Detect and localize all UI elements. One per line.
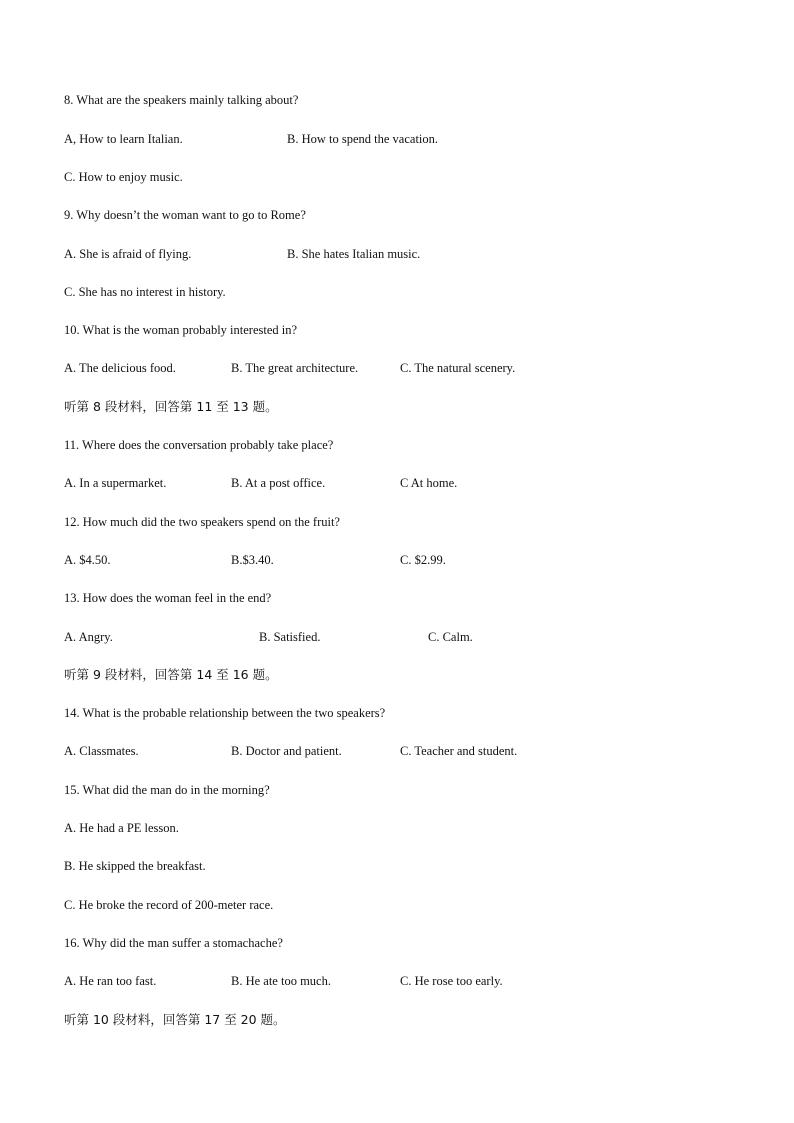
q15-option-b: B. He skipped the breakfast. [64,859,206,873]
q12-option-a: A. $4.50. [64,553,111,567]
q8-option-a: A, How to learn Italian. [64,132,183,146]
section-heading-8: 听第 8 段材料，回答第 11 至 13 题。 [64,399,278,414]
section-heading-10: 听第 10 段材料，回答第 17 至 20 题。 [64,1012,286,1027]
question-16: 16. Why did the man suffer a stomachache? [64,936,283,950]
question-8: 8. What are the speakers mainly talking about? [64,93,299,107]
q14-option-a: A. Classmates. [64,744,139,758]
q14-option-b: B. Doctor and patient. [231,744,342,758]
q11-option-b: B. At a post office. [231,476,326,490]
question-14: 14. What is the probable relationship between the two speakers? [64,706,386,720]
q9-option-c: C. She has no interest in history. [64,285,226,299]
q9-option-b: B. She hates Italian music. [287,247,421,261]
q10-option-a: A. The delicious food. [64,361,176,375]
question-10: 10. What is the woman probably interested in? [64,323,298,337]
question-15: 15. What did the man do in the morning? [64,783,270,797]
q14-option-c: C. Teacher and student. [400,744,518,758]
q11-option-a: A. In a supermarket. [64,476,167,490]
q11-option-c: C At home. [400,476,458,490]
q10-option-b: B. The great architecture. [231,361,359,375]
q13-option-c: C. Calm. [428,630,473,644]
q13-option-b: B. Satisfied. [259,630,321,644]
q16-option-b: B. He ate too much. [231,974,331,988]
q8-option-b: B. How to spend the vacation. [287,132,439,146]
q16-option-a: A. He ran too fast. [64,974,157,988]
section-heading-9: 听第 9 段材料，回答第 14 至 16 题。 [64,667,278,682]
question-9: 9. Why doesn’t the woman want to go to Rome? [64,208,306,222]
q13-option-a: A. Angry. [64,630,113,644]
q15-option-c: C. He broke the record of 200-meter race. [64,898,274,912]
q12-option-b: B.$3.40. [231,553,274,567]
q15-option-a: A. He had a PE lesson. [64,821,179,835]
question-12: 12. How much did the two speakers spend on the fruit? [64,515,340,529]
q9-option-a: A. She is afraid of flying. [64,247,192,261]
q12-option-c: C. $2.99. [400,553,446,567]
q16-option-c: C. He rose too early. [400,974,503,988]
q8-option-c: C. How to enjoy music. [64,170,183,184]
q10-option-c: C. The natural scenery. [400,361,516,375]
question-13: 13. How does the woman feel in the end? [64,591,272,605]
question-11: 11. Where does the conversation probably take place? [64,438,334,452]
